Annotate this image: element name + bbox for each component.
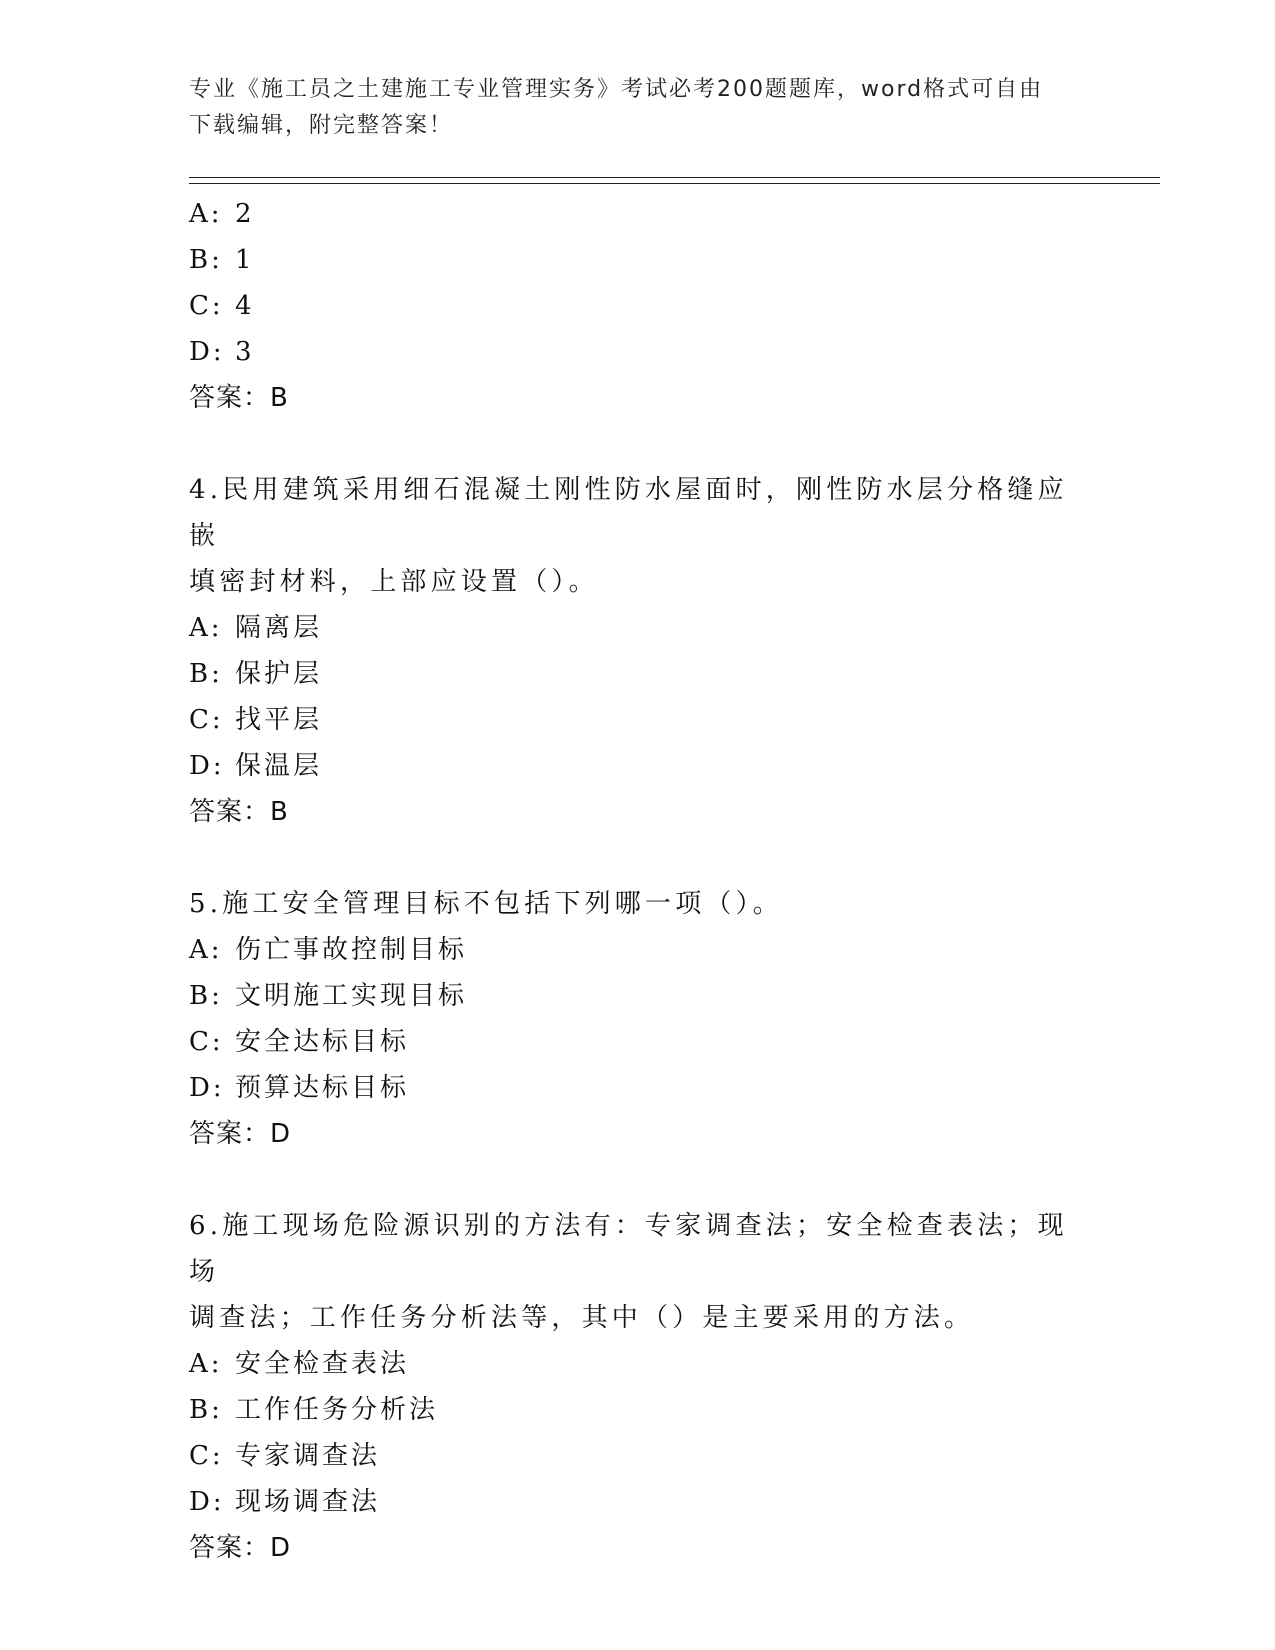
- option-b: [189, 973, 1089, 1019]
- answer-line: 答案：D: [189, 1119, 292, 1149]
- option-b: [189, 1387, 1089, 1433]
- option-c: [189, 1019, 1089, 1065]
- option-d: [189, 1479, 1089, 1525]
- option-text: 文明施工实现目标: [235, 981, 468, 1011]
- option-letter: C:: [189, 705, 224, 735]
- question-6: [189, 1203, 1089, 1571]
- option-text: 安全达标目标: [235, 1027, 410, 1057]
- option-text: 3: [235, 337, 255, 367]
- option-text: 保护层: [235, 659, 323, 689]
- header-title-line-1: 专业《施工员之土建施工专业管理实务》考试必考200题题库，word格式可自由: [189, 77, 1044, 102]
- option-a: [189, 1341, 1089, 1387]
- option-letter: A:: [189, 935, 223, 965]
- question-list: [189, 191, 1089, 1571]
- option-text: 专家调查法: [235, 1441, 381, 1471]
- answer-line: 答案：B: [189, 797, 289, 827]
- option-letter: B:: [189, 245, 223, 275]
- answer-line: 答案：D: [189, 1533, 292, 1563]
- option-letter: A:: [189, 613, 223, 643]
- document-header: [189, 72, 1089, 144]
- question-stem-line-1: 5.施工安全管理目标不包括下列哪一项（）。: [189, 889, 784, 919]
- option-letter: C:: [189, 1027, 224, 1057]
- option-d: [189, 743, 1089, 789]
- option-letter: C:: [189, 291, 224, 321]
- answer-line: 答案：B: [189, 383, 289, 413]
- question-stem-line-1: 6.施工现场危险源识别的方法有：专家调查法；安全检查表法；现场: [189, 1211, 1068, 1287]
- question-4: [189, 467, 1089, 835]
- option-text: 2: [235, 199, 255, 229]
- option-d: [189, 329, 1089, 375]
- option-letter: B:: [189, 1395, 223, 1425]
- option-d: [189, 1065, 1089, 1111]
- option-text: 伤亡事故控制目标: [235, 935, 468, 965]
- option-b: [189, 651, 1089, 697]
- option-text: 找平层: [235, 705, 323, 735]
- option-a: [189, 605, 1089, 651]
- option-letter: D:: [189, 1487, 225, 1517]
- option-letter: B:: [189, 981, 223, 1011]
- option-letter: C:: [189, 1441, 224, 1471]
- header-title-line-2: 下载编辑，附完整答案！: [189, 113, 454, 138]
- option-c: [189, 1433, 1089, 1479]
- option-b: [189, 237, 1089, 283]
- header-divider: [189, 177, 1160, 184]
- option-letter: B:: [189, 659, 223, 689]
- option-letter: D:: [189, 1073, 225, 1103]
- question-stem-line-1: 4.民用建筑采用细石混凝土刚性防水屋面时，刚性防水层分格缝应嵌: [189, 475, 1068, 551]
- option-text: 隔离层: [235, 613, 323, 643]
- option-text: 现场调查法: [235, 1487, 381, 1517]
- option-a: [189, 191, 1089, 237]
- option-letter: A:: [189, 1349, 223, 1379]
- question-3: [189, 191, 1089, 421]
- option-text: 预算达标目标: [235, 1073, 410, 1103]
- option-c: [189, 283, 1089, 329]
- option-a: [189, 927, 1089, 973]
- option-text: 保温层: [235, 751, 323, 781]
- option-text: 4: [235, 291, 255, 321]
- option-letter: D:: [189, 337, 225, 367]
- option-text: 安全检查表法: [235, 1349, 410, 1379]
- question-5: [189, 881, 1089, 1157]
- option-letter: D:: [189, 751, 225, 781]
- question-stem-line-2: 调查法；工作任务分析法等，其中（）是主要采用的方法。: [189, 1303, 975, 1333]
- option-c: [189, 697, 1089, 743]
- option-text: 工作任务分析法: [235, 1395, 439, 1425]
- question-stem-line-2: 填密封材料，上部应设置（）。: [189, 567, 599, 597]
- option-letter: A:: [189, 199, 223, 229]
- option-text: 1: [235, 245, 255, 275]
